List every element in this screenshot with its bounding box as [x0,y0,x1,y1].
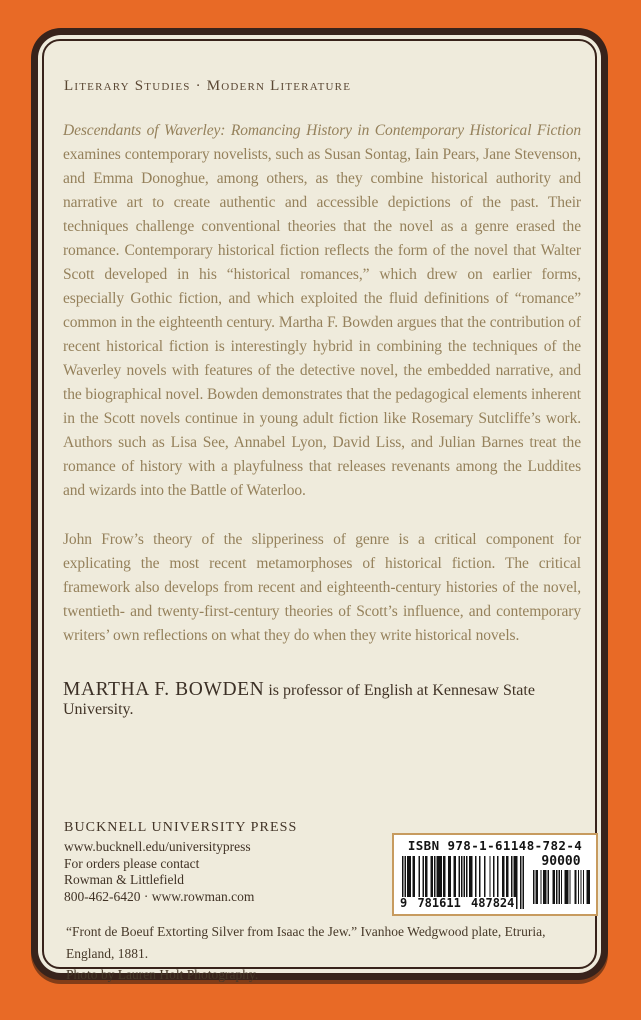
author-name: MARTHA F. BOWDEN [63,679,265,700]
barcode-bars-main [402,856,524,909]
caption-line1: “Front de Boeuf Extorting Silver from Isaac the Jew.” Ivanhoe Wedgwood plate, Etruria, England, 1881. [66,924,546,961]
author-bio-text: is professor of English at Kennesaw State University. [63,682,535,718]
publisher-name: BUCKNELL UNIVERSITY PRESS [64,820,298,835]
image-credit-caption [66,921,591,986]
barcode-supplement [532,855,590,904]
synopsis-block [63,119,581,719]
publisher-website: www.bucknell.edu/universitypress [64,839,251,854]
category-label: Literary Studies · Modern Literature [64,78,352,94]
barcode-supplement-svg [532,870,590,904]
author-bio [63,679,581,719]
isbn-number: ISBN 978-1-61148-782-4 [407,838,583,853]
publisher-block [64,820,297,905]
isbn-barcode-label [392,833,598,916]
publisher-orders-line: For orders please contact [64,855,200,871]
synopsis-text-1: examines contemporary novelists, such as Susan Sontag, Iain Pears, Jane Stevenson, and Emma Donoghue, among others, as they combine historical authority and narrative art to create authentic and accessible depictions of the past. Their techniques challenge conventional theories that the novel as a genre erased the romance. Contemporary historical fiction reflects the form of the novel that Walter Scott developed in his “historical romances,” which drew on earlier forms, especially Gothic fiction, and which exploited the fluid definitions of “romance” common in the eighteenth century. Martha F. Bowden argues that the contribution of recent historical fiction is interestingly hybrid in combining the techniques of the Waverley novels with features of the detective novel, the embedded narrative, and the biographical novel. Bowden demonstrates that the pedagogical elements inherent in the Scott novels continue in young adult fiction like Rosemary Sutcliffe’s work. Authors such as Lisa See, Annabel Lyon, David Liss, and Julian Barnes treat the romance of history with a playfulness that releases revenants among the Luddites and wizards into the Battle of Waterloo. [63,146,581,499]
synopsis-paragraph-2: John Frow’s theory of the slipperiness of genre is a critical component for explicating the most recent metamorphoses of historical fiction. The critical framework also develops from recent and eighteenth-century histories of the novel, twentieth- and twenty-first-century theories of Scott’s influence, and contemporary writers’ own reflections on what they do when they write historical novels. [63,531,581,644]
synopsis-paragraph-1 [63,119,581,503]
caption-line2: Photo by Lauren Holt Photography. [66,967,259,982]
book-title: Descendants of Waverley: Romancing History in Contemporary Historical Fiction [63,122,581,139]
publisher-distributor: Rowman & Littlefield [64,872,184,887]
barcode-digits: 9 781611 487824 [400,896,515,910]
price-code: 90000 [541,854,581,869]
publisher-phone-web: 800-462-6420 · www.rowman.com [64,888,255,904]
